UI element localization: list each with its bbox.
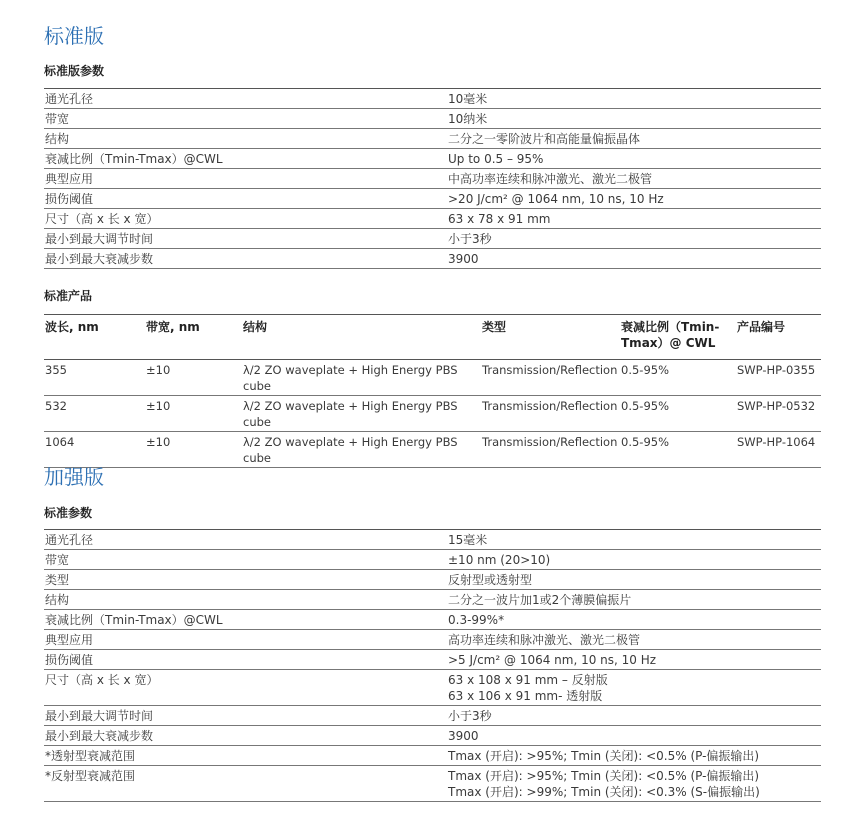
spec-value-line: 10毫米 [448,92,488,106]
spec-key: 结构 [45,132,70,146]
product-code-cell: SWP-HP-0355 [737,363,816,377]
spec-key: 最小到最大调节时间 [45,709,154,723]
spec-row [44,650,821,670]
spec-key: 典型应用 [45,633,94,647]
spec-value [448,211,821,227]
spec-value-line: Up to 0.5 – 95% [448,152,544,166]
spec-value-line: ±10 nm (20>10) [448,553,551,567]
standard-params-heading: 标准版参数 [44,64,105,78]
spec-row [44,129,821,149]
spec-value [448,592,821,608]
product-ratio-cell: 0.5-95% [621,363,669,377]
spec-value [448,728,821,744]
spec-value [448,672,821,704]
product-wavelength-cell: 532 [45,399,67,413]
spec-value-line: 二分之一波片加1或2个薄膜偏振片 [448,593,632,607]
spec-row [44,550,821,570]
spec-value-line: 小于3秒 [448,232,492,246]
product-structure-cell: λ/2 ZO waveplate + High Energy PBS cube [243,399,458,429]
col-code-header: 产品编号 [737,320,786,334]
spec-row [44,746,821,766]
spec-value-line: Tmax (开启): >99%; Tmin (关闭): <0.3% (S-偏振输出) [448,785,760,799]
spec-row [44,109,821,129]
spec-value-line: 小于3秒 [448,709,492,723]
spec-key: *透射型衰减范围 [45,749,136,763]
spec-value-line: 10纳米 [448,112,488,126]
spec-key: 典型应用 [45,172,94,186]
product-structure-cell: λ/2 ZO waveplate + High Energy PBS cube [243,363,458,393]
spec-key: 损伤阈值 [45,192,94,206]
spec-key: 带宽 [45,553,70,567]
spec-row [44,630,821,650]
col-structure-header: 结构 [243,320,268,334]
product-code-cell: SWP-HP-1064 [737,435,816,449]
product-wavelength-cell: 1064 [45,435,75,449]
spec-value [448,632,821,648]
spec-key: 通光孔径 [45,92,94,106]
spec-key: 衰减比例（Tmin-Tmax）@CWL [45,152,223,166]
col-ratio-header: 衰减比例（Tmin-Tmax）@ CWL [621,320,720,350]
spec-value-line: 反射型或透射型 [448,573,533,587]
spec-value-line: >5 J/cm² @ 1064 nm, 10 ns, 10 Hz [448,653,657,667]
spec-value [448,151,821,167]
spec-row [44,570,821,590]
spec-key: 带宽 [45,112,70,126]
product-ratio-cell: 0.5-95% [621,399,669,413]
spec-value-line: 63 x 108 x 91 mm – 反射版 [448,673,608,687]
spec-value [448,572,821,588]
spec-value-line: 63 x 78 x 91 mm [448,212,551,226]
spec-value-line: 高功率连续和脉冲激光、激光二极管 [448,633,641,647]
product-row [44,396,821,432]
spec-key: 最小到最大调节时间 [45,232,154,246]
spec-key: 最小到最大衰减步数 [45,729,154,743]
spec-value [448,251,821,267]
spec-key: 尺寸（高 x 长 x 宽） [45,673,159,687]
product-row [44,360,821,396]
spec-key: 通光孔径 [45,533,94,547]
spec-value-line: Tmax (开启): >95%; Tmin (关闭): <0.5% (P-偏振输出) [448,749,760,763]
product-bandwidth-cell: ±10 [146,363,171,377]
spec-value [448,91,821,107]
spec-row [44,610,821,630]
spec-row [44,169,821,189]
col-type-header: 类型 [482,320,507,334]
spec-row [44,149,821,169]
spec-key: 最小到最大衰减步数 [45,252,154,266]
spec-row [44,706,821,726]
spec-value [448,552,821,568]
spec-row [44,590,821,610]
products-table-header [44,314,821,360]
col-wavelength-header: 波长, nm [45,320,99,334]
product-ratio-cell: 0.5-95% [621,435,669,449]
spec-key: 类型 [45,573,70,587]
spec-value-line: 63 x 106 x 91 mm- 透射版 [448,689,603,703]
spec-key: 衰减比例（Tmin-Tmax）@CWL [45,613,223,627]
spec-row [44,530,821,550]
spec-value [448,191,821,207]
product-type-cell: Transmission/Reflection [482,435,618,449]
product-bandwidth-cell: ±10 [146,435,171,449]
spec-row [44,670,821,706]
product-wavelength-cell: 355 [45,363,67,377]
spec-value-line: >20 J/cm² @ 1064 nm, 10 ns, 10 Hz [448,192,664,206]
spec-row [44,766,821,802]
spec-value [448,652,821,668]
spec-value [448,231,821,247]
spec-value-line: 3900 [448,252,479,266]
spec-row [44,726,821,746]
spec-row [44,189,821,209]
product-code-cell: SWP-HP-0532 [737,399,816,413]
spec-value [448,532,821,548]
spec-value [448,131,821,147]
standard-section-title: 标准版 [44,24,104,48]
spec-value-line: 3900 [448,729,479,743]
spec-row [44,209,821,229]
spec-value [448,708,821,724]
spec-value [448,111,821,127]
product-structure-cell: λ/2 ZO waveplate + High Energy PBS cube [243,435,458,465]
standard-products-heading: 标准产品 [44,289,93,303]
spec-value-line: 二分之一零阶波片和高能量偏振晶体 [448,132,641,146]
spec-key: *反射型衰减范围 [45,769,136,783]
spec-key: 结构 [45,593,70,607]
spec-value-line: Tmax (开启): >95%; Tmin (关闭): <0.5% (P-偏振输出) [448,769,760,783]
spec-row [44,249,821,269]
spec-value-line: 0.3-99%* [448,613,505,627]
spec-key: 尺寸（高 x 长 x 宽） [45,212,159,226]
enhanced-section-title: 加强版 [44,465,104,489]
spec-row [44,229,821,249]
standard-params-table [44,88,821,269]
product-bandwidth-cell: ±10 [146,399,171,413]
spec-value [448,171,821,187]
spec-value [448,748,821,764]
product-row [44,432,821,468]
product-type-cell: Transmission/Reflection [482,399,618,413]
spec-row [44,89,821,109]
col-bandwidth-header: 带宽, nm [146,320,200,334]
standard-products-table [44,314,821,468]
enhanced-params-table [44,529,821,802]
product-type-cell: Transmission/Reflection [482,363,618,377]
spec-value [448,612,821,628]
spec-key: 损伤阈值 [45,653,94,667]
spec-value-line: 15毫米 [448,533,488,547]
enhanced-params-heading: 标准参数 [44,506,93,520]
spec-value-line: 中高功率连续和脉冲激光、激光二极管 [448,172,653,186]
spec-value [448,768,821,800]
